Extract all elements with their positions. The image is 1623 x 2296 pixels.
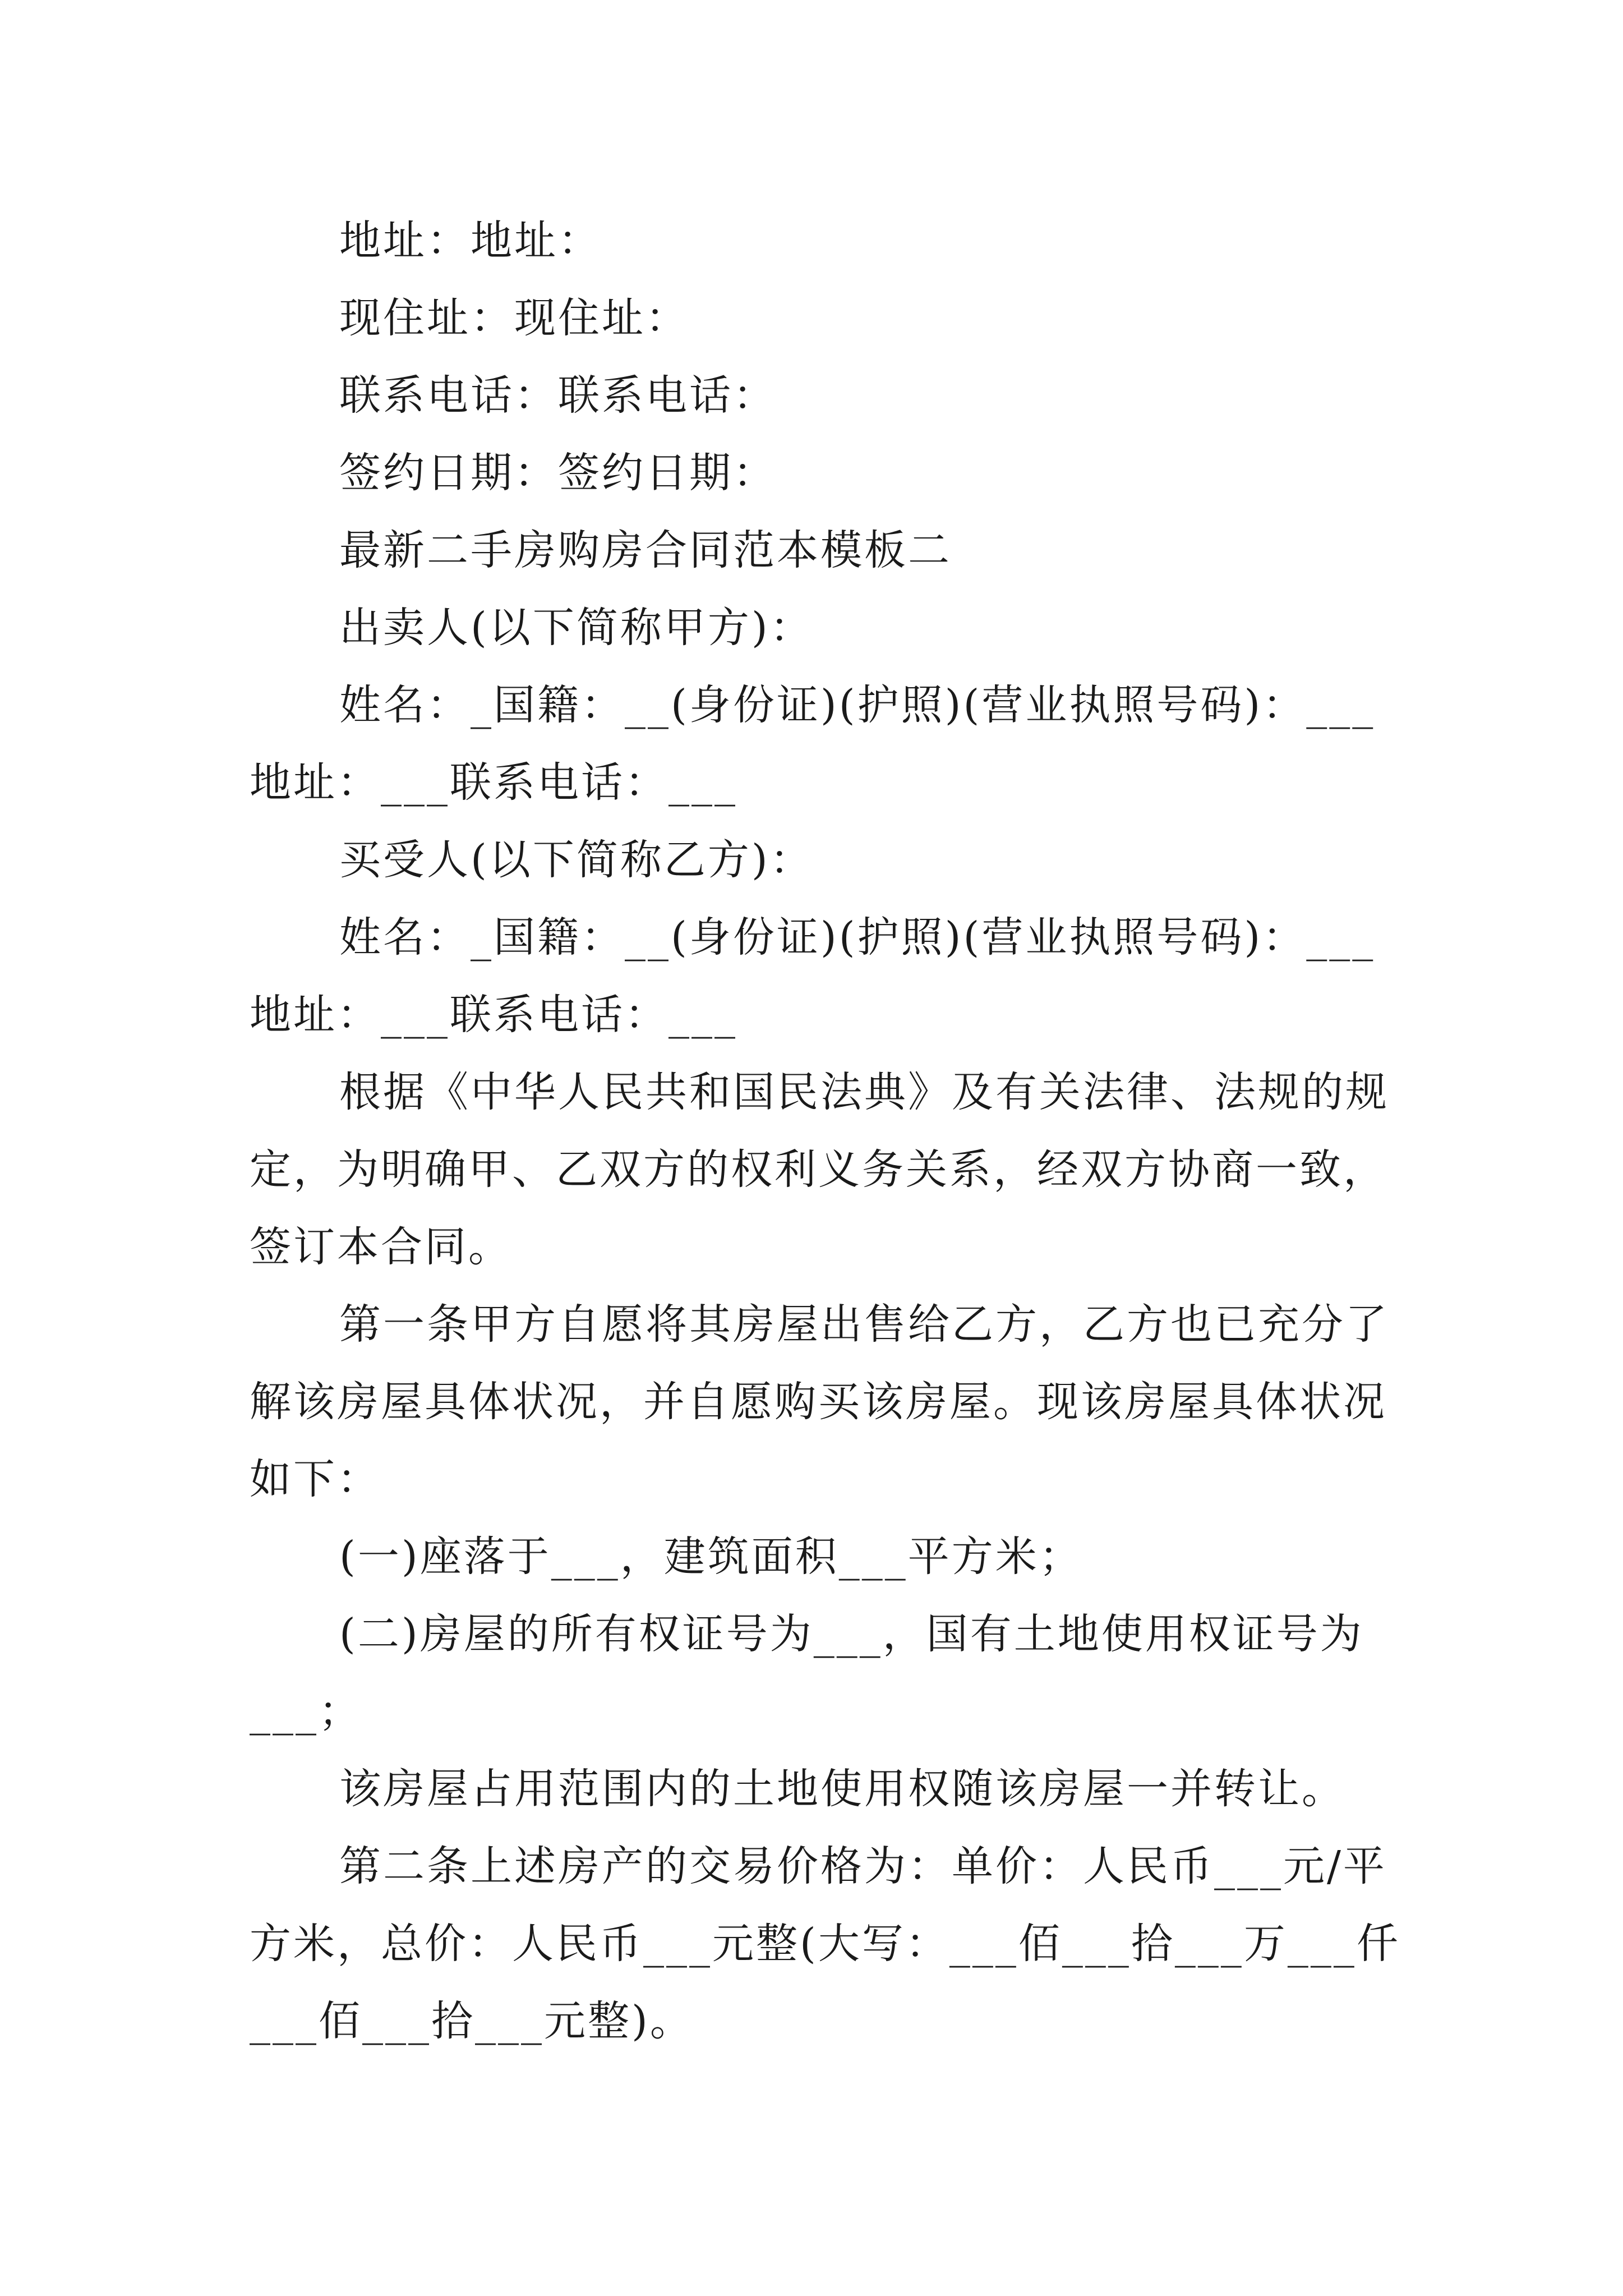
basis-line-1: 根据《中华人民共和国民法典》及有关法律、法规的规 bbox=[339, 1068, 1389, 1116]
buyer-heading: 买受人(以下简称乙方)： bbox=[339, 836, 814, 884]
template-title: 最新二手房购房合同范本模板二 bbox=[339, 526, 952, 574]
address-line: 地址：地址： bbox=[339, 217, 602, 265]
phone-line: 联系电话：联系电话： bbox=[339, 371, 777, 420]
seller-info-line-2: 地址：___联系电话：___ bbox=[250, 758, 737, 807]
buyer-info-line-1: 姓名：_国籍：__(身份证)(护照)(营业执照号码)：___ bbox=[339, 913, 1376, 961]
article-2-line-2: 方米，总价：人民币___元整(大写：___佰___拾___万___仟 bbox=[250, 1920, 1400, 1968]
sign-date-line: 签约日期：签约日期： bbox=[339, 449, 777, 497]
item-2-line-2: ___； bbox=[250, 1687, 362, 1736]
item-2-line-1: (二)房屋的所有权证号为___，国有土地使用权证号为 bbox=[339, 1610, 1364, 1658]
land-transfer-line: 该房屋占用范围内的土地使用权随该房屋一并转让。 bbox=[339, 1765, 1345, 1813]
buyer-info-line-2: 地址：___联系电话：___ bbox=[250, 991, 737, 1039]
article-2-line-1: 第二条上述房产的交易价格为：单价：人民币___元/平 bbox=[339, 1842, 1387, 1890]
article-1-line-2: 解该房屋具体状况，并自愿购买该房屋。现该房屋具体状况 bbox=[250, 1378, 1387, 1426]
article-1-line-3: 如下： bbox=[250, 1455, 381, 1503]
article-2-line-3: ___佰___拾___元整)。 bbox=[250, 1997, 694, 2045]
seller-heading: 出卖人(以下简称甲方)： bbox=[339, 604, 814, 652]
document-body bbox=[250, 202, 1400, 2060]
basis-line-2: 定，为明确甲、乙双方的权利义务关系，经双方协商一致， bbox=[250, 1145, 1387, 1194]
seller-info-line-1: 姓名：_国籍：__(身份证)(护照)(营业执照号码)：___ bbox=[339, 681, 1376, 729]
current-address-line: 现住址：现住址： bbox=[339, 294, 689, 342]
item-1-line: (一)座落于___，建筑面积___平方米； bbox=[339, 1533, 1083, 1581]
basis-line-3: 签订本合同。 bbox=[250, 1223, 512, 1271]
article-1-line-1: 第一条甲方自愿将其房屋出售给乙方，乙方也已充分了 bbox=[339, 1300, 1389, 1349]
